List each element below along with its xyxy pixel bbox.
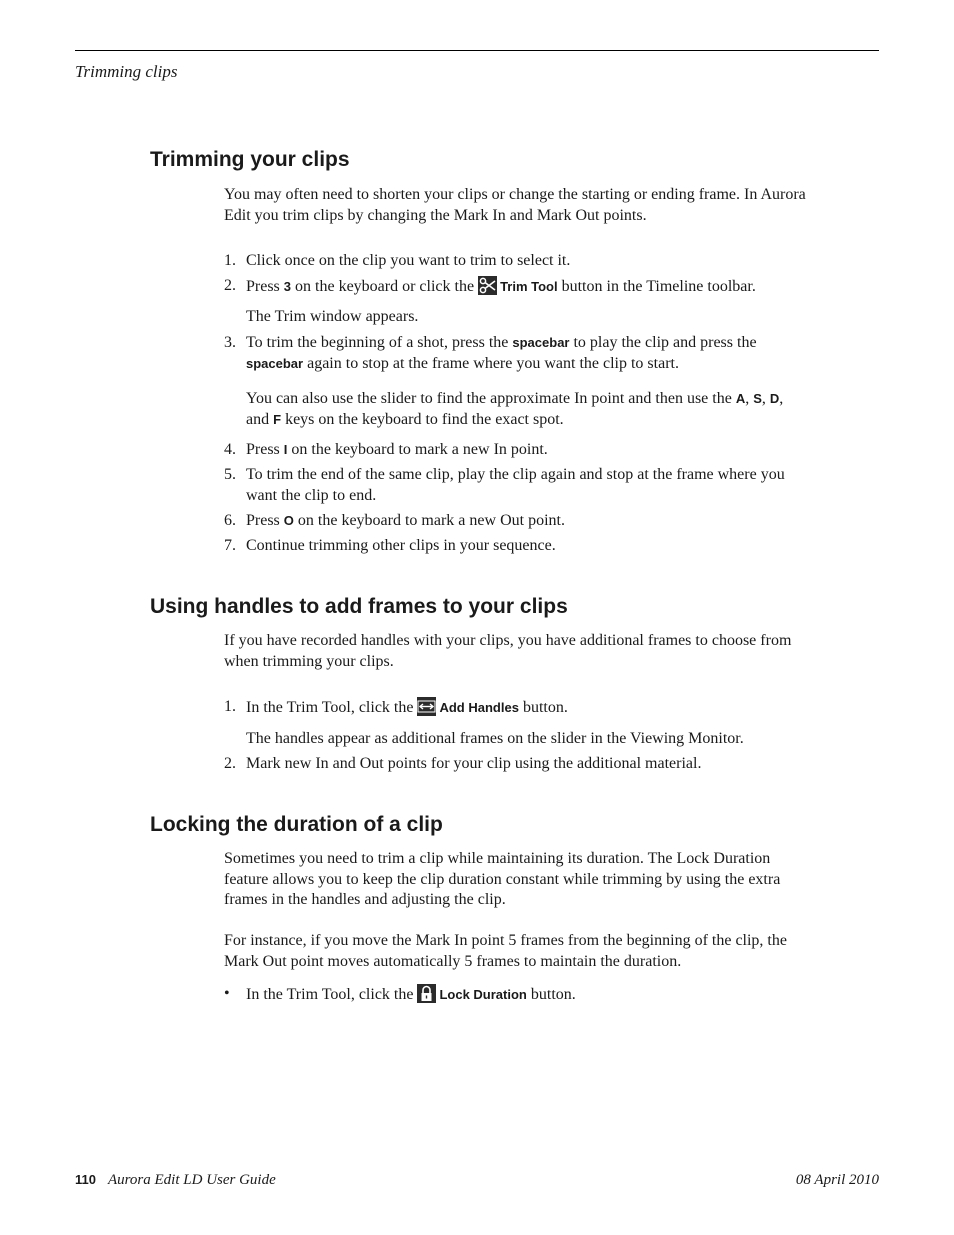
add-handles-label: Add Handles [439,700,519,715]
intro-paragraph: If you have recorded handles with your clips, you have additional frames to choose from when trimming your clips. [224,632,792,670]
running-header: Trimming clips [75,62,178,81]
key-label: O [283,513,294,528]
page-number: 110 [75,1172,96,1187]
intro-paragraph: You may often need to shorten your clips or change the starting or ending frame. In Aurora Edit you trim clips by changing the Mark In and Mark Out points. [224,186,806,224]
step-number: 6. [224,512,236,529]
guide-title: Aurora Edit LD User Guide [107,1172,276,1188]
step-text: Continue trimming other clips in your sequence. [246,537,556,554]
step-note: The Trim window appears. [246,308,419,325]
step-number: 1. [224,252,236,269]
key-label: spacebar [246,355,304,371]
key-label: I [283,442,288,457]
step-number: 4. [224,441,236,458]
bullet-mark: • [224,985,230,1002]
trim-tool-label: Trim Tool [500,279,558,294]
step-text: To trim the beginning of a shot, press the spacebar to play the clip and press the spacebar again to stop at the frame where you want the clip to start. [246,334,757,372]
step-note: The handles appear as additional frames on the slider in the Viewing Monitor. [246,730,744,747]
step-text: Click once on the clip you want to trim to select it. [246,252,571,269]
lock-paragraph-2: For instance, if you move the Mark In point 5 frames from the beginning of the clip, the Mark Out point moves automatically 5 frames to maintain the duration. [224,932,787,970]
step-number: 5. [224,466,236,483]
step-text: Press O on the keyboard to mark a new Out point. [246,512,565,529]
step-number: 1. [224,698,236,715]
step-number: 7. [224,537,236,554]
step-text: To trim the end of the same clip, play the clip again and stop at the frame where you want the clip to end. [246,466,785,504]
step-number: 2. [224,755,236,772]
heading-trimming-your-clips: Trimming your clips [150,148,350,171]
footer-left [75,1172,276,1189]
step-note: You can also use the slider to find the approximate In point and then use the A, S, D, and F keys on the keyboard to find the exact spot. [246,390,784,428]
header-rule [75,50,879,51]
heading-locking-duration: Locking the duration of a clip [150,813,443,836]
key-label: 3 [283,279,292,294]
bullet-text: In the Trim Tool, click the Lock Duration button. [246,986,576,1003]
heading-using-handles: Using handles to add frames to your clips [150,595,568,618]
key-label: spacebar [512,335,570,350]
step-text: In the Trim Tool, click the Add Handles button. [246,699,568,716]
scissors-icon [478,276,497,295]
step-number: 2. [224,277,236,294]
step-text: Mark new In and Out points for your clip using the additional material. [246,755,702,772]
step-number: 3. [224,334,236,351]
lock-paragraph-1: Sometimes you need to trim a clip while maintaining its duration. The Lock Duration feature allows you to keep the clip duration constant while trimming by using the extra frames in the handles and adjusting the clip. [224,850,781,908]
step-text: Press I on the keyboard to mark a new In point. [246,441,548,458]
lock-duration-label: Lock Duration [439,987,527,1002]
step-text: Press 3 on the keyboard or click the Trim Tool button in the Timeline toolbar. [246,278,756,295]
add-handles-icon [417,697,436,716]
footer-date: 08 April 2010 [795,1172,879,1188]
lock-icon [417,984,436,1003]
